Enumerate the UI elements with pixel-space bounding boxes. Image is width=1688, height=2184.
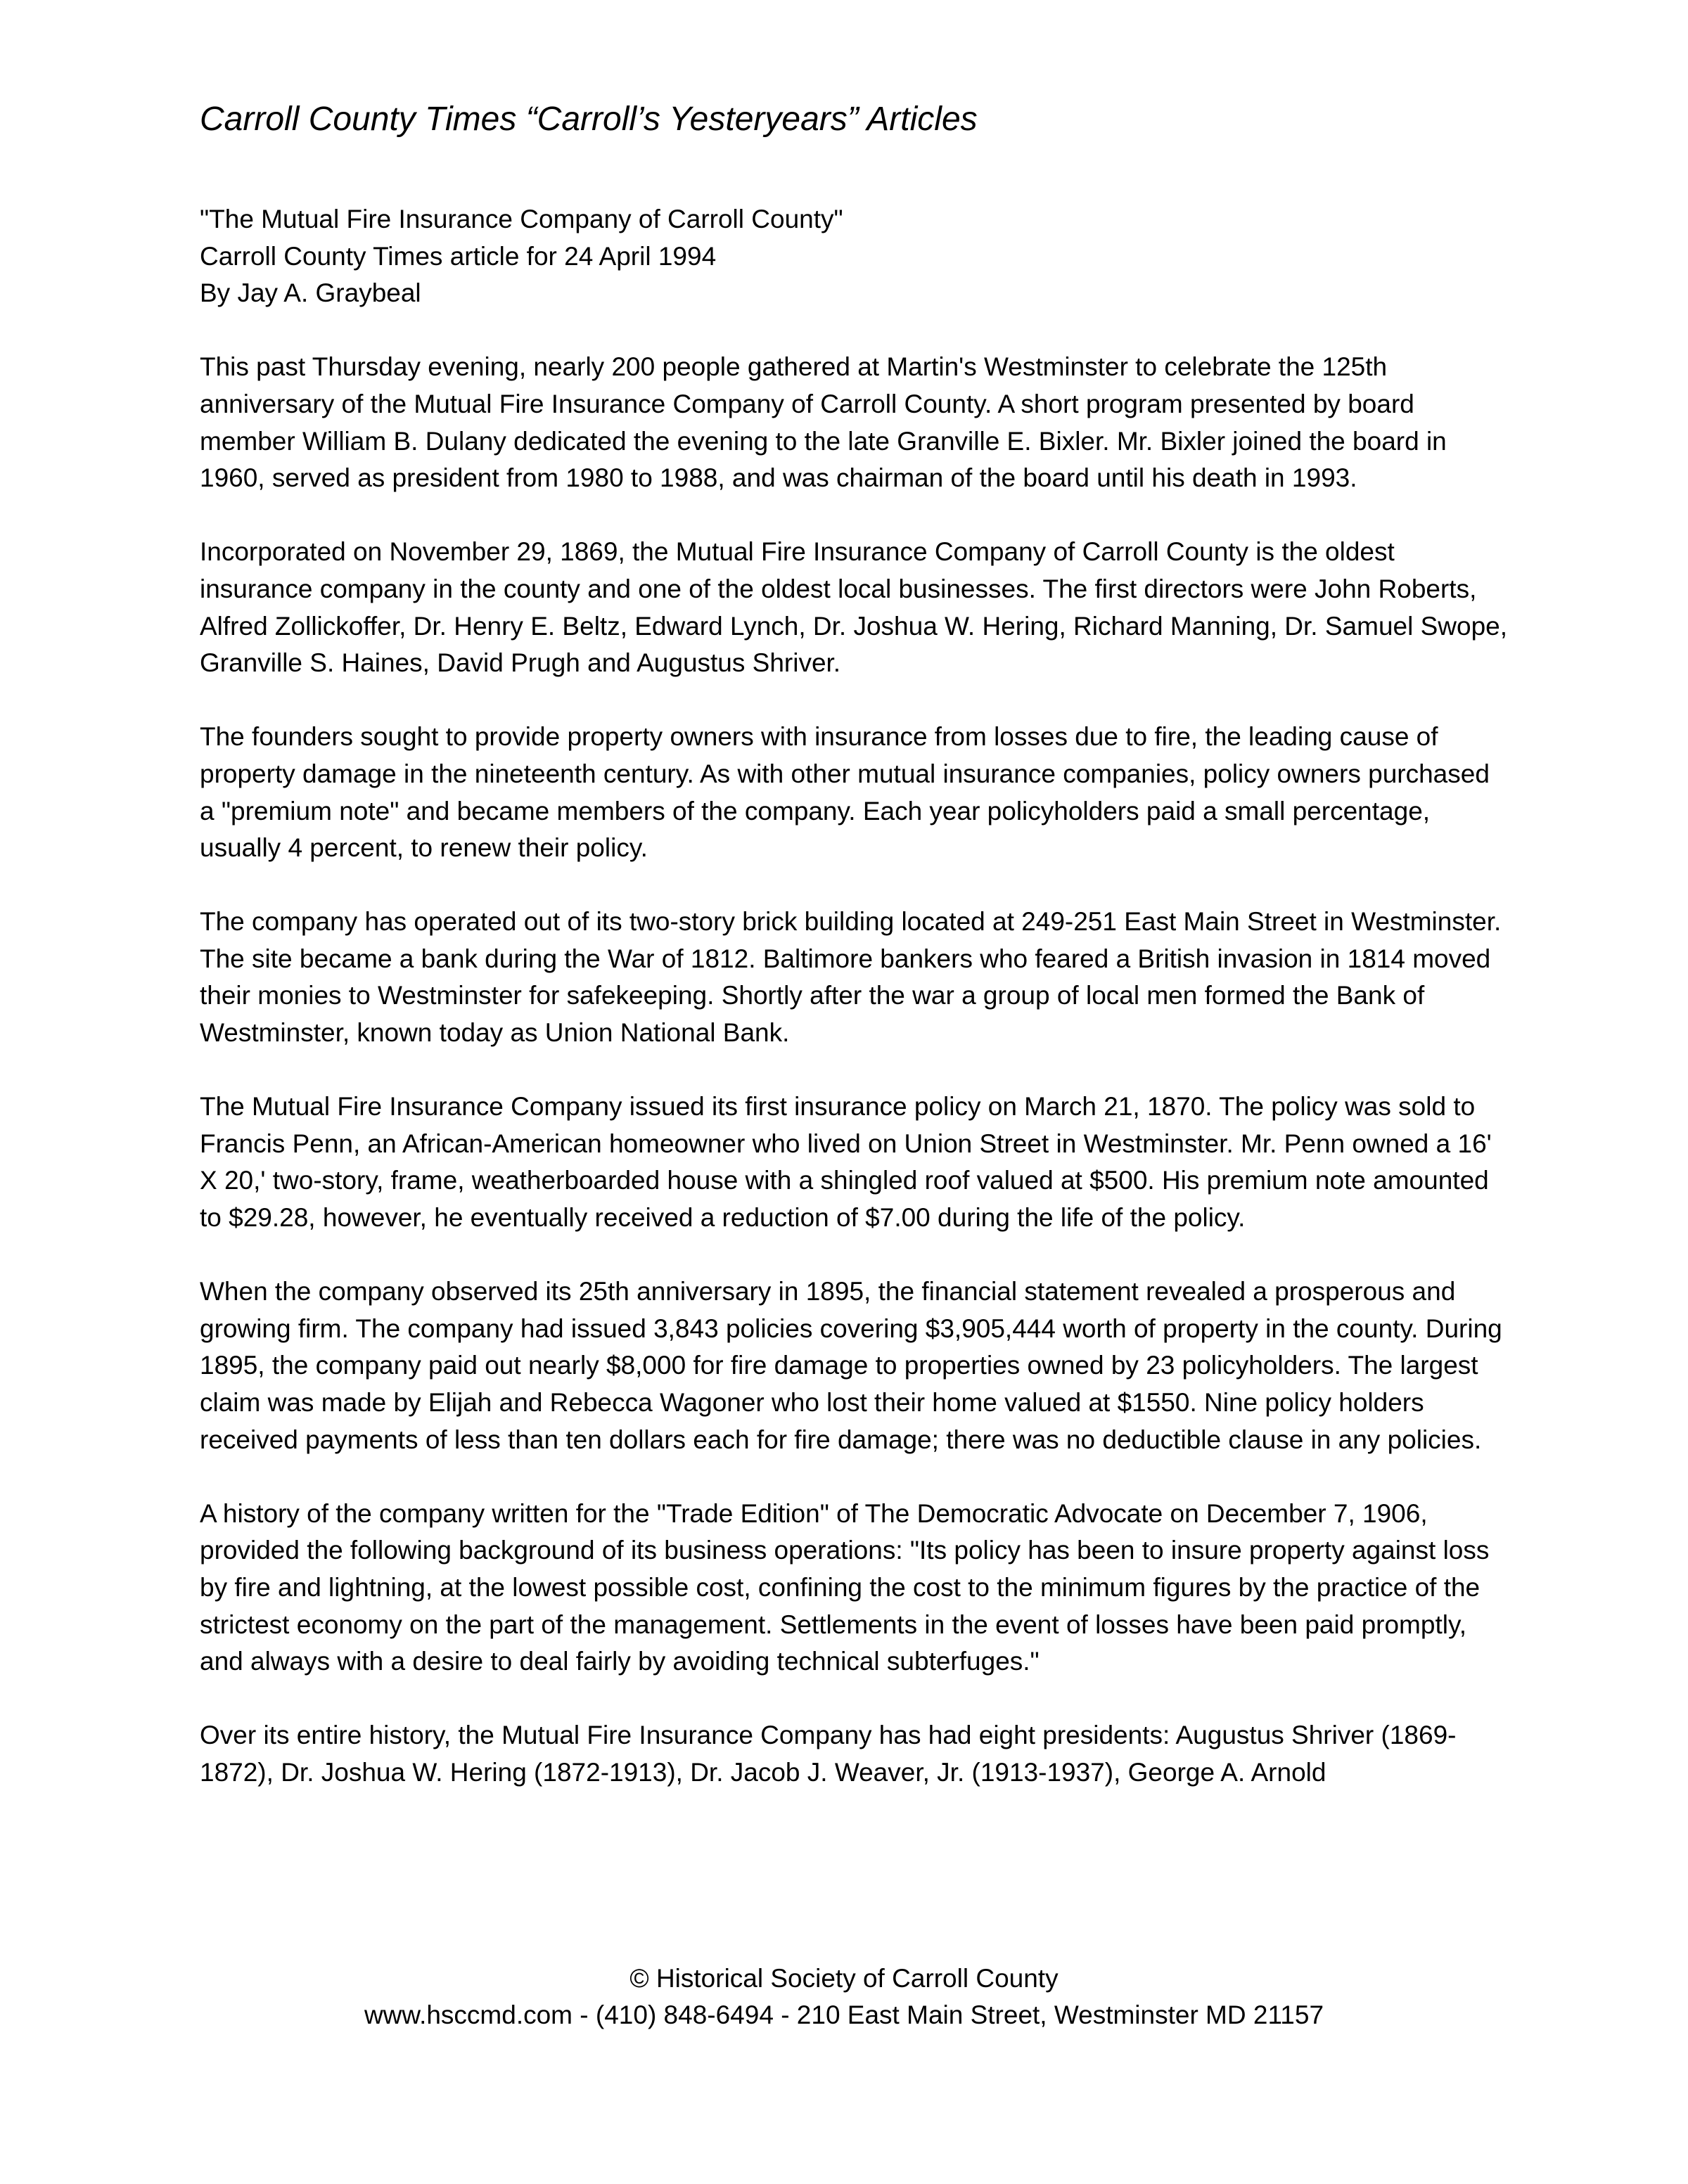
article-byline: [200, 201, 1508, 312]
article-publication: Carroll County Times article for 24 April 1994: [200, 241, 717, 271]
footer-contact: www.hsccmd.com - (410) 848-6494 - 210 East Main Street, Westminster MD 21157: [364, 2000, 1324, 2029]
page-footer: [0, 1960, 1688, 2034]
paragraph: Incorporated on November 29, 1869, the Mutual Fire Insurance Company of Carroll County is the oldest insurance company in the county and one of the oldest local businesses. The first directors were John Roberts, Alfred Zollickoffer, Dr. Henry E. Beltz, Edward Lynch, Dr. Joshua W. Hering, Richard Manning, Dr. Samuel Swope, Granville S. Haines, David Prugh and Augustus Shriver.: [200, 537, 1508, 678]
article-author: By Jay A. Graybeal: [200, 278, 421, 308]
footer-copyright: © Historical Society of Carroll County: [629, 1964, 1059, 1993]
paragraph: A history of the company written for the "Trade Edition" of The Democratic Advocate on December 7, 1906, provided the following background of its business operations: "Its policy has been to insure property against loss by fire and lightning, at the lowest possible cost, confining the cost to the minimum figures by the practice of the strictest economy on the part of the management. Settlements in the event of losses have been paid promptly, and always with a desire to deal fairly by avoiding technical subterfuges.": [200, 1498, 1490, 1676]
paragraph: When the company observed its 25th anniversary in 1895, the financial statement revealed a prosperous and growing firm. The company had issued 3,843 policies covering $3,905,444 worth of property in the county. During 1895, the company paid out nearly $8,000 for fire damage to properties owned by 23 policyholders. The largest claim was made by Elijah and Rebecca Wagoner who lost their home valued at $1550. Nine policy holders received payments of less than ten dollars each for fire damage; there was no deductible clause in any policies.: [200, 1277, 1502, 1454]
paragraph: The Mutual Fire Insurance Company issued its first insurance policy on March 21, 1870. The policy was sold to Francis Penn, an African-American homeowner who lived on Union Street in Westminster. Mr. Penn owned a 16' X 20,' two-story, frame, weatherboarded house with a shingled roof valued at $500. His premium note amounted to $29.28, however, he eventually received a reduction of $7.00 during the life of the policy.: [200, 1092, 1492, 1233]
paragraph: The company has operated out of its two-story brick building located at 249-251 East Main Street in Westminster. The site became a bank during the War of 1812. Baltimore bankers who feared a British invasion in 1814 moved their monies to Westminster for safekeeping. Shortly after the war a group of local men formed the Bank of Westminster, known today as Union National Bank.: [200, 907, 1502, 1048]
paragraph: This past Thursday evening, nearly 200 people gathered at Martin's Westminster to celebrate the 125th anniversary of the Mutual Fire Insurance Company of Carroll County. A short program presented by board member William B. Dulany dedicated the evening to the late Granville E. Bixler. Mr. Bixler joined the board in 1960, served as president from 1980 to 1988, and was chairman of the board until his death in 1993.: [200, 352, 1447, 493]
series-title: Carroll County Times “Carroll’s Yesteryears” Articles: [200, 101, 978, 138]
paragraph: Over its entire history, the Mutual Fire Insurance Company has had eight presidents: Augustus Shriver (1869-1872), Dr. Joshua W. Hering (1872-1913), Dr. Jacob J. Weaver, Jr. (1913-1937), George A. Arnold: [200, 1721, 1457, 1787]
article-title: "The Mutual Fire Insurance Company of Carroll County": [200, 205, 843, 233]
article-body: [200, 201, 1508, 1828]
paragraph: The founders sought to provide property owners with insurance from losses due to fire, the leading cause of property damage in the nineteenth century. As with other mutual insurance companies, policy owners purchased a "premium note" and became members of the company. Each year policyholders paid a small percentage, usually 4 percent, to renew their policy.: [200, 722, 1490, 863]
